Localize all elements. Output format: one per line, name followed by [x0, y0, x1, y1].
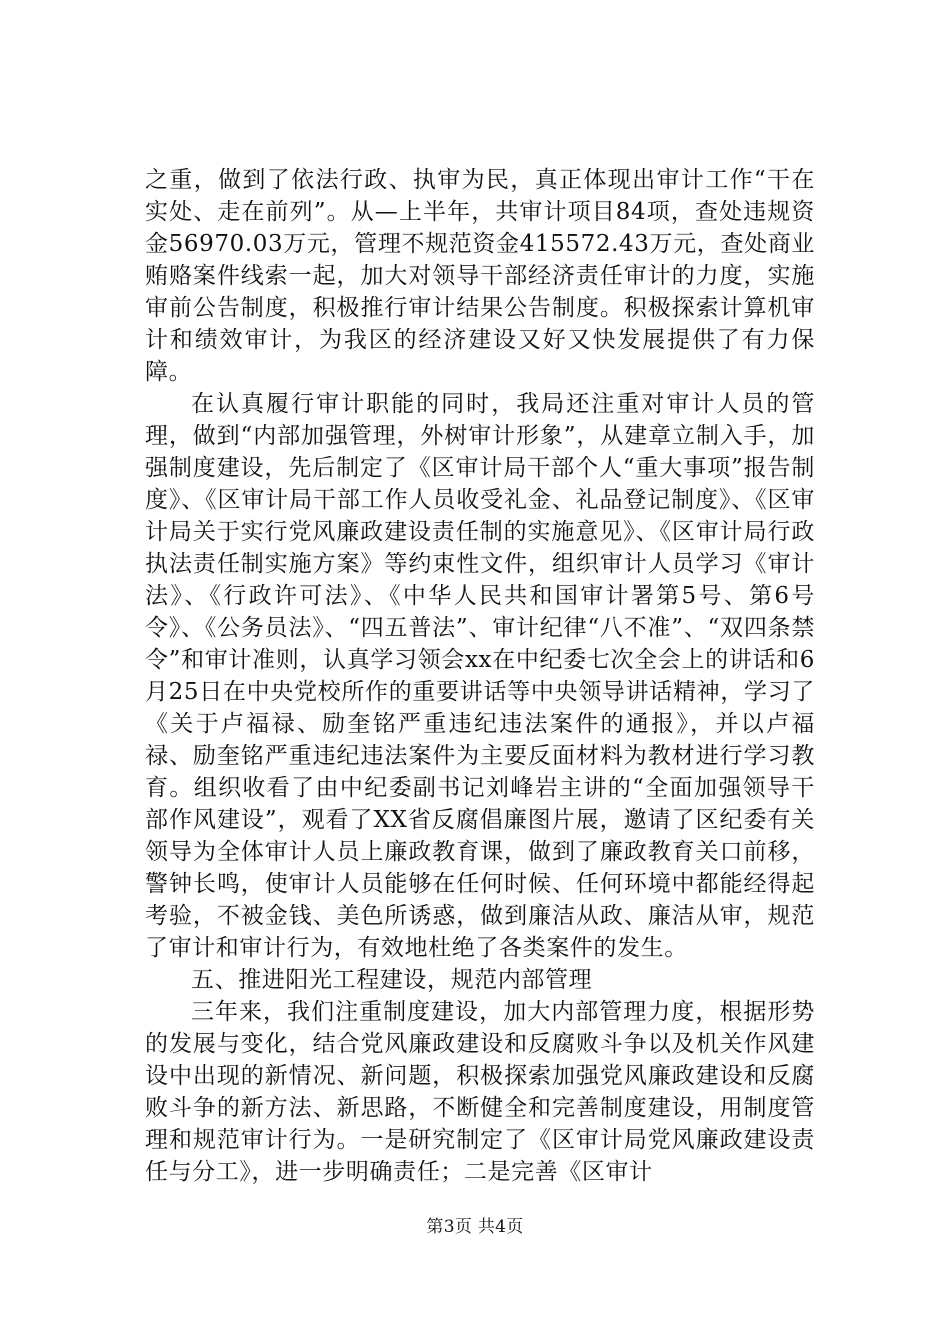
- paragraph-internal-management: 三年来，我们注重制度建设，加大内部管理力度，根据形势的发展与变化，结合党风廉政建设和反腐败斗争以及机关作风建设中出现的新情况、新问题，积极探索加强党风廉政建设和反腐败斗争的新方法、新思路，不断健全和完善制度建设，用制度管理和规范审计行为。一是研究制定了《区审计局党风廉政建设责任与分工》，进一步明确责任；二是完善《区审计: [145, 999, 815, 1185]
- paragraph-continuation: 之重，做到了依法行政、执审为民，真正体现出审计工作“干在实处、走在前列”。从—上半年，共审计项目84项，查处违规资金56970.03万元，管理不规范资金415572.43万元，查处商业贿赂案件线索一起，加大对领导干部经济责任审计的力度，实施审前公告制度，积极推行审计结果公告制度。积极探索计算机审计和绩效审计，为我区的经济建设又好又快发展提供了有力保障。: [145, 167, 815, 385]
- paragraph-staff-management: 在认真履行审计职能的同时，我局还注重对审计人员的管理，做到“内部加强管理，外树审计形象”，从建章立制入手，加强制度建设，先后制定了《区审计局干部个人“重大事项”报告制度》、《区审计局干部工作人员收受礼金、礼品登记制度》、《区审计局关于实行党风廉政建设责任制的实施意见》、《区审计局行政执法责任制实施方案》等约束性文件，组织审计人员学习《审计法》、《行政许可法》、《中华人民共和国审计署第5号、第6号令》、《公务员法》、“四五普法”、审计纪律“八不准”、“双四条禁令”和审计准则，认真学习领会xx在中纪委七次全会上的讲话和6月25日在中央党校所作的重要讲话等中央领导讲话精神，学习了《关于卢福禄、励奎铭严重违纪违法案件的通报》，并以卢福禄、励奎铭严重违纪违法案件为主要反面材料为教材进行学习教育。组织收看了由中纪委副书记刘峰岩主讲的“全面加强领导干部作风建设”，观看了XX省反腐倡廉图片展，邀请了区纪委有关领导为全体审计人员上廉政教育课，做到了廉政教育关口前移，警钟长鸣，使审计人员能够在任何时候、任何环境中都能经得起考验，不被金钱、美色所诱惑，做到廉洁从政、廉洁从审，规范了审计和审计行为，有效地杜绝了各类案件的发生。: [145, 391, 815, 961]
- section-heading: 五、推进阳光工程建设，规范内部管理: [191, 967, 593, 993]
- document-body: [145, 164, 815, 1188]
- page-number-footer: 第3页 共4页: [426, 1217, 524, 1237]
